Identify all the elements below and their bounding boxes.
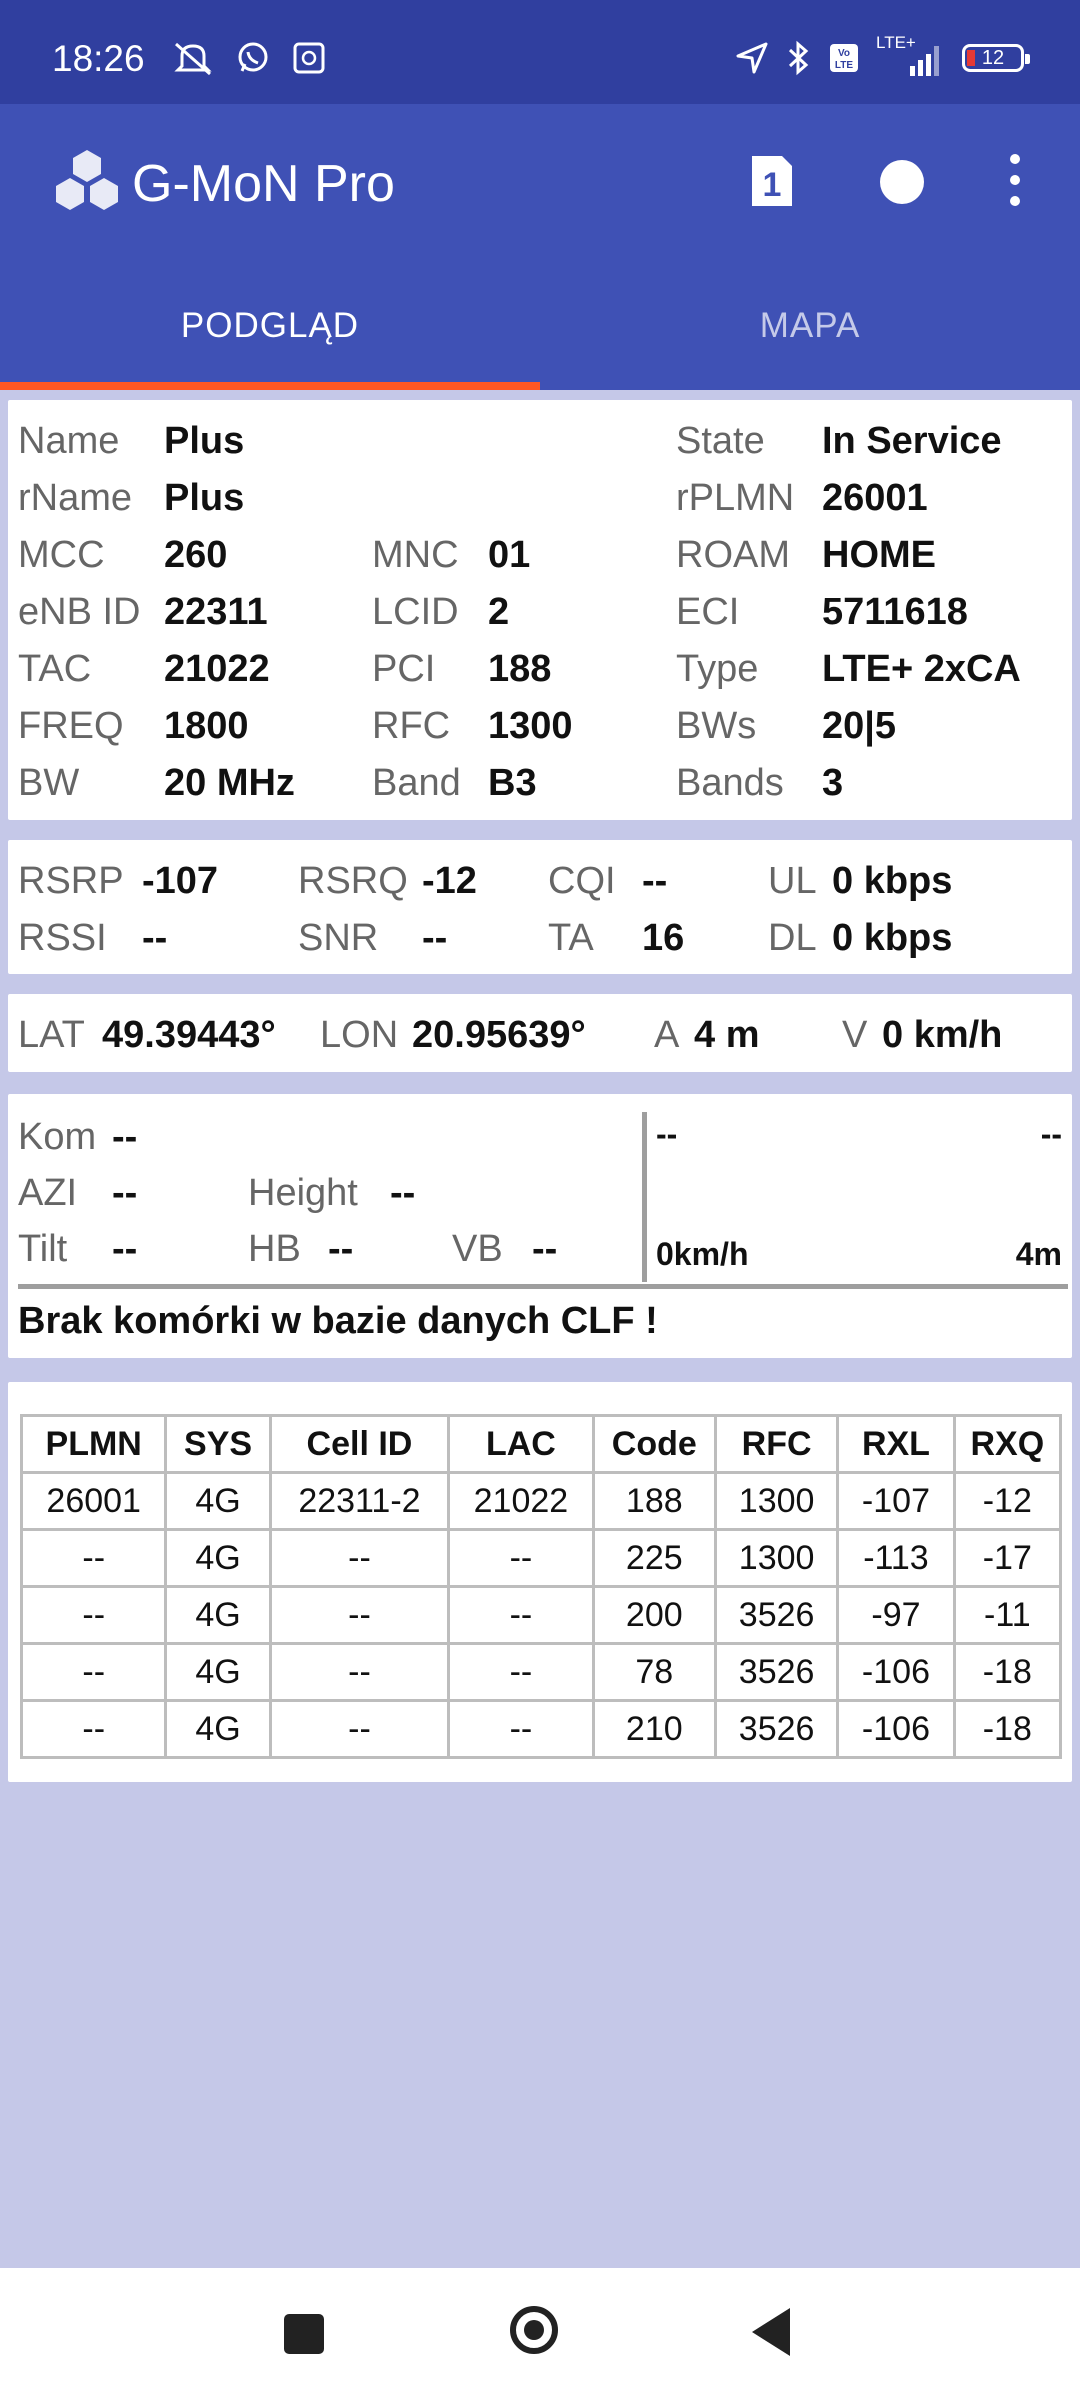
type-value: LTE+ 2xCA <box>822 648 1021 690</box>
signal-card <box>8 840 1072 974</box>
bluetooth-icon <box>786 40 812 76</box>
distance-readout: 4m <box>1015 1236 1062 1272</box>
app-logo-icon <box>52 148 122 214</box>
table-cell: 1300 <box>715 1530 837 1587</box>
tab-indicator <box>0 382 540 390</box>
freq-value: 1800 <box>164 705 249 747</box>
vb-value: -- <box>532 1228 558 1270</box>
table-cell: -107 <box>838 1473 954 1530</box>
table-cell: -- <box>449 1701 593 1758</box>
cqi-value: -- <box>642 860 668 902</box>
pci-value: 188 <box>488 648 552 690</box>
table-cell: 210 <box>593 1701 715 1758</box>
lte-plus-label: LTE+ <box>876 33 916 52</box>
lon-value: 20.95639° <box>412 1014 586 1056</box>
roam-value: HOME <box>822 534 936 576</box>
doc-number: 1 <box>762 166 782 204</box>
table-cell: 188 <box>593 1473 715 1530</box>
enb-label: eNB ID <box>18 591 141 633</box>
bands-value: 3 <box>822 762 844 804</box>
svg-text:LTE: LTE <box>834 60 854 71</box>
clf-message: Brak komórki w bazie danych CLF ! <box>18 1300 658 1342</box>
tac-value: 21022 <box>164 648 270 690</box>
table-cell: -- <box>270 1701 449 1758</box>
app-bar <box>0 104 1080 390</box>
table-cell: 4G <box>166 1587 270 1644</box>
rfc-label: RFC <box>372 705 451 747</box>
state-value: In Service <box>822 420 1002 462</box>
col-header: SYS <box>166 1416 270 1473</box>
volte-icon <box>828 42 860 74</box>
name-label: Name <box>18 420 120 462</box>
table-cell: -- <box>449 1530 593 1587</box>
ul-label: UL <box>768 860 817 902</box>
lcid-label: LCID <box>372 591 459 633</box>
tab-mapa[interactable]: MAPA <box>759 306 861 345</box>
table-row <box>22 1530 1061 1587</box>
table-cell: -- <box>449 1644 593 1701</box>
azi-value: -- <box>112 1172 138 1214</box>
speed-value: 0 km/h <box>882 1014 1003 1056</box>
eci-label: ECI <box>676 591 740 633</box>
pci-label: PCI <box>372 648 436 690</box>
rplmn-label: rPLMN <box>676 477 795 519</box>
type-label: Type <box>676 648 759 690</box>
rsrp-value: -107 <box>142 860 219 902</box>
speed-label: V <box>842 1014 868 1056</box>
roam-label: ROAM <box>676 534 790 576</box>
height-value: -- <box>390 1172 416 1214</box>
table-cell: 4G <box>166 1644 270 1701</box>
table-cell: -- <box>22 1587 166 1644</box>
home-icon[interactable] <box>510 2306 558 2354</box>
table-cell: -106 <box>838 1644 954 1701</box>
ul-value: 0 kbps <box>832 860 953 902</box>
azi-label: AZI <box>18 1172 78 1214</box>
table-cell: 200 <box>593 1587 715 1644</box>
rname-value: Plus <box>164 477 245 519</box>
enb-value: 22311 <box>164 591 268 633</box>
table-cell: -12 <box>954 1473 1060 1530</box>
freq-label: FREQ <box>18 705 124 747</box>
band-value: B3 <box>488 762 537 804</box>
bands-label: Bands <box>676 762 784 804</box>
tac-label: TAC <box>18 648 92 690</box>
tilt-label: Tilt <box>18 1228 68 1270</box>
lon-label: LON <box>320 1014 399 1056</box>
snr-label: SNR <box>298 917 379 959</box>
table-cell: -- <box>22 1530 166 1587</box>
table-cell: 26001 <box>22 1473 166 1530</box>
table-cell: -106 <box>838 1701 954 1758</box>
rfc-value: 1300 <box>488 705 573 747</box>
col-header: LAC <box>449 1416 593 1473</box>
gps-card <box>8 994 1072 1072</box>
more-vert-icon[interactable] <box>1010 154 1020 217</box>
rplmn-value: 26001 <box>822 477 928 519</box>
col-header: RXQ <box>954 1416 1060 1473</box>
table-cell: -- <box>22 1644 166 1701</box>
ta-value: 16 <box>642 917 685 959</box>
table-cell: -18 <box>954 1644 1060 1701</box>
navigation-bar <box>0 2268 1080 2400</box>
neighbor-cells-card <box>8 1382 1072 1782</box>
table-row <box>22 1644 1061 1701</box>
eci-value: 5711618 <box>822 591 968 633</box>
neighbor-cells-table <box>20 1414 1062 1759</box>
ta-label: TA <box>548 917 594 959</box>
mcc-label: MCC <box>18 534 105 576</box>
alt-label: A <box>654 1014 680 1056</box>
bw-label: BW <box>18 762 80 804</box>
table-cell: -- <box>449 1587 593 1644</box>
col-header: RFC <box>715 1416 837 1473</box>
table-cell: 4G <box>166 1701 270 1758</box>
status-left-icons <box>172 40 326 76</box>
app-icon <box>292 41 326 75</box>
table-cell: -18 <box>954 1701 1060 1758</box>
col-header: RXL <box>838 1416 954 1473</box>
table-cell: 3526 <box>715 1587 837 1644</box>
rssi-value: -- <box>142 917 168 959</box>
table-cell: -17 <box>954 1530 1060 1587</box>
serving-cell-card <box>8 400 1072 820</box>
lcid-value: 2 <box>488 591 510 633</box>
rsrq-value: -12 <box>422 860 477 902</box>
divider-horizontal <box>18 1284 1068 1289</box>
speed-readout: 0km/h <box>656 1236 749 1272</box>
distance-top-left: -- <box>656 1116 678 1152</box>
col-header: Cell ID <box>270 1416 449 1473</box>
lat-label: LAT <box>18 1014 85 1056</box>
alt-value: 4 m <box>694 1014 760 1056</box>
status-right-icons <box>734 33 1024 78</box>
lat-value: 49.39443° <box>102 1014 276 1056</box>
state-label: State <box>676 420 765 462</box>
bws-label: BWs <box>676 705 757 747</box>
tilt-value: -- <box>112 1228 138 1270</box>
col-header: Code <box>593 1416 715 1473</box>
dl-value: 0 kbps <box>832 917 953 959</box>
record-circle-icon[interactable] <box>880 160 924 204</box>
kom-label: Kom <box>18 1116 97 1158</box>
mnc-label: MNC <box>372 534 459 576</box>
rname-label: rName <box>18 477 133 519</box>
name-value: Plus <box>164 420 245 462</box>
table-cell: 78 <box>593 1644 715 1701</box>
mcc-value: 260 <box>164 534 228 576</box>
mnc-value: 01 <box>488 534 531 576</box>
table-cell: 1300 <box>715 1473 837 1530</box>
table-cell: 4G <box>166 1473 270 1530</box>
status-time: 18:26 <box>52 38 145 79</box>
col-header: PLMN <box>22 1416 166 1473</box>
whatsapp-icon <box>236 41 270 75</box>
vb-label: VB <box>452 1228 503 1270</box>
battery-icon: 12 <box>962 44 1024 72</box>
table-cell: 3526 <box>715 1701 837 1758</box>
table-cell: 4G <box>166 1530 270 1587</box>
kom-value: -- <box>112 1116 138 1158</box>
distance-top-right: -- <box>1040 1116 1062 1152</box>
rsrp-label: RSRP <box>18 860 124 902</box>
band-label: Band <box>372 762 461 804</box>
divider-vertical <box>642 1112 647 1282</box>
mute-icon <box>172 40 214 76</box>
table-cell: -97 <box>838 1587 954 1644</box>
bw-value: 20 MHz <box>164 762 295 804</box>
table-cell: -- <box>22 1701 166 1758</box>
table-cell: -113 <box>838 1530 954 1587</box>
status-bar <box>0 0 1080 104</box>
document-number-icon[interactable] <box>748 152 796 210</box>
signal-icon <box>876 33 946 78</box>
back-icon[interactable] <box>752 2308 790 2356</box>
table-row <box>22 1587 1061 1644</box>
table-cell: 3526 <box>715 1644 837 1701</box>
cell-info-card <box>8 1094 1072 1358</box>
height-label: Height <box>248 1172 358 1214</box>
snr-value: -- <box>422 917 448 959</box>
rsrq-label: RSRQ <box>298 860 408 902</box>
app-title: G-MoN Pro <box>132 155 395 213</box>
hb-label: HB <box>248 1228 301 1270</box>
svg-text:Vo: Vo <box>837 48 851 59</box>
dl-label: DL <box>768 917 817 959</box>
recents-icon[interactable] <box>284 2314 324 2354</box>
table-cell: 22311-2 <box>270 1473 449 1530</box>
table-cell: 21022 <box>449 1473 593 1530</box>
table-cell: -- <box>270 1587 449 1644</box>
location-arrow-icon <box>734 40 770 76</box>
table-row <box>22 1473 1061 1530</box>
rssi-label: RSSI <box>18 917 107 959</box>
table-cell: -- <box>270 1644 449 1701</box>
bws-value: 20|5 <box>822 705 897 747</box>
cqi-label: CQI <box>548 860 616 902</box>
tab-podglad[interactable]: PODGLĄD <box>180 306 360 345</box>
table-row <box>22 1701 1061 1758</box>
hb-value: -- <box>328 1228 354 1270</box>
table-cell: -11 <box>954 1587 1060 1644</box>
table-cell: -- <box>270 1530 449 1587</box>
table-header-row <box>22 1416 1061 1473</box>
table-cell: 225 <box>593 1530 715 1587</box>
